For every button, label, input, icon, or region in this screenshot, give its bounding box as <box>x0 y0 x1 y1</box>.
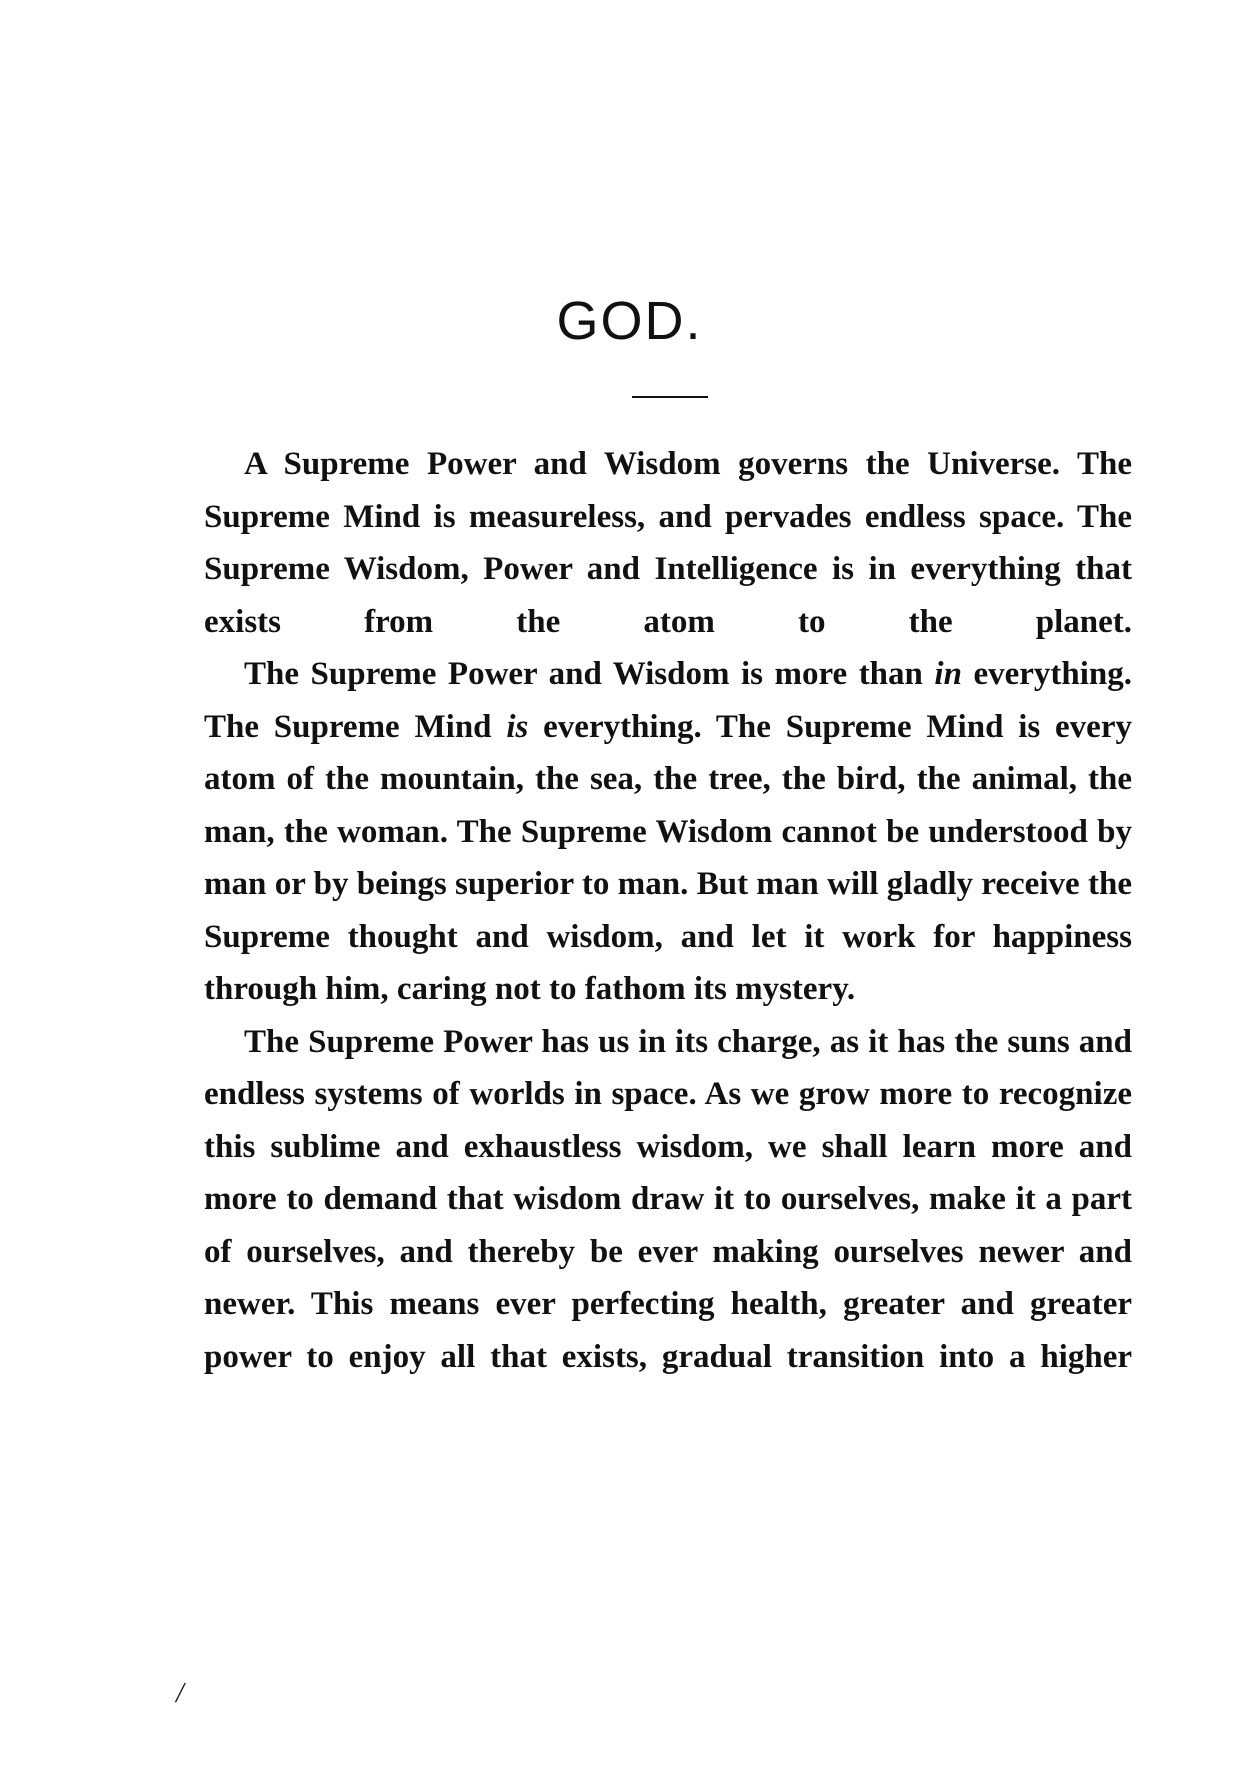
margin-mark: / <box>176 1678 184 1709</box>
paragraph-3 <box>204 1016 1132 1384</box>
paragraph-2-text-a: The Supreme Power and Wisdom is more than <box>244 656 935 692</box>
title-rule-divider <box>632 396 708 398</box>
paragraph-2-text-c: everything. The Supreme Mind is every atom of the mountain, the sea, the tree, the bird, the animal, the man, the woman. The Supreme Wisdom cannot be understood by man or by beings superior to man. But man will gladly receive the Supreme thought and wisdom, and let it work for happiness through him, caring not to fathom its mystery. <box>204 708 1132 1007</box>
chapter-body <box>204 438 1132 1383</box>
paragraph-2-italic-in: in <box>934 656 962 692</box>
paragraph-2-text-b: everything. The Supreme Mind <box>204 656 1132 745</box>
paragraph-2 <box>204 648 1132 1016</box>
paragraph-3-text: The Supreme Power has us in its charge, as it has the suns and endless systems of worlds in space. As we grow more to recognize this sublime and exhaustless wisdom, we shall learn more and more to demand that wisdom draw it to ourselves, make it a part of ourselves, and thereby be ever making ourselves newer and newer. This means ever perfecting health, greater and greater power to enjoy all that exists, gradual transition into a higher <box>204 1023 1132 1375</box>
paragraph-2-italic-is: is <box>506 708 529 745</box>
paragraph-1 <box>204 438 1132 648</box>
paragraph-1-text: A Supreme Power and Wisdom governs the Universe. The Supreme Mind is measureless, and pervades endless space. The Supreme Wisdom, Power and Intelligence is in everything that exists from the atom to the planet. <box>204 446 1132 640</box>
chapter-title: GOD. <box>556 291 703 351</box>
